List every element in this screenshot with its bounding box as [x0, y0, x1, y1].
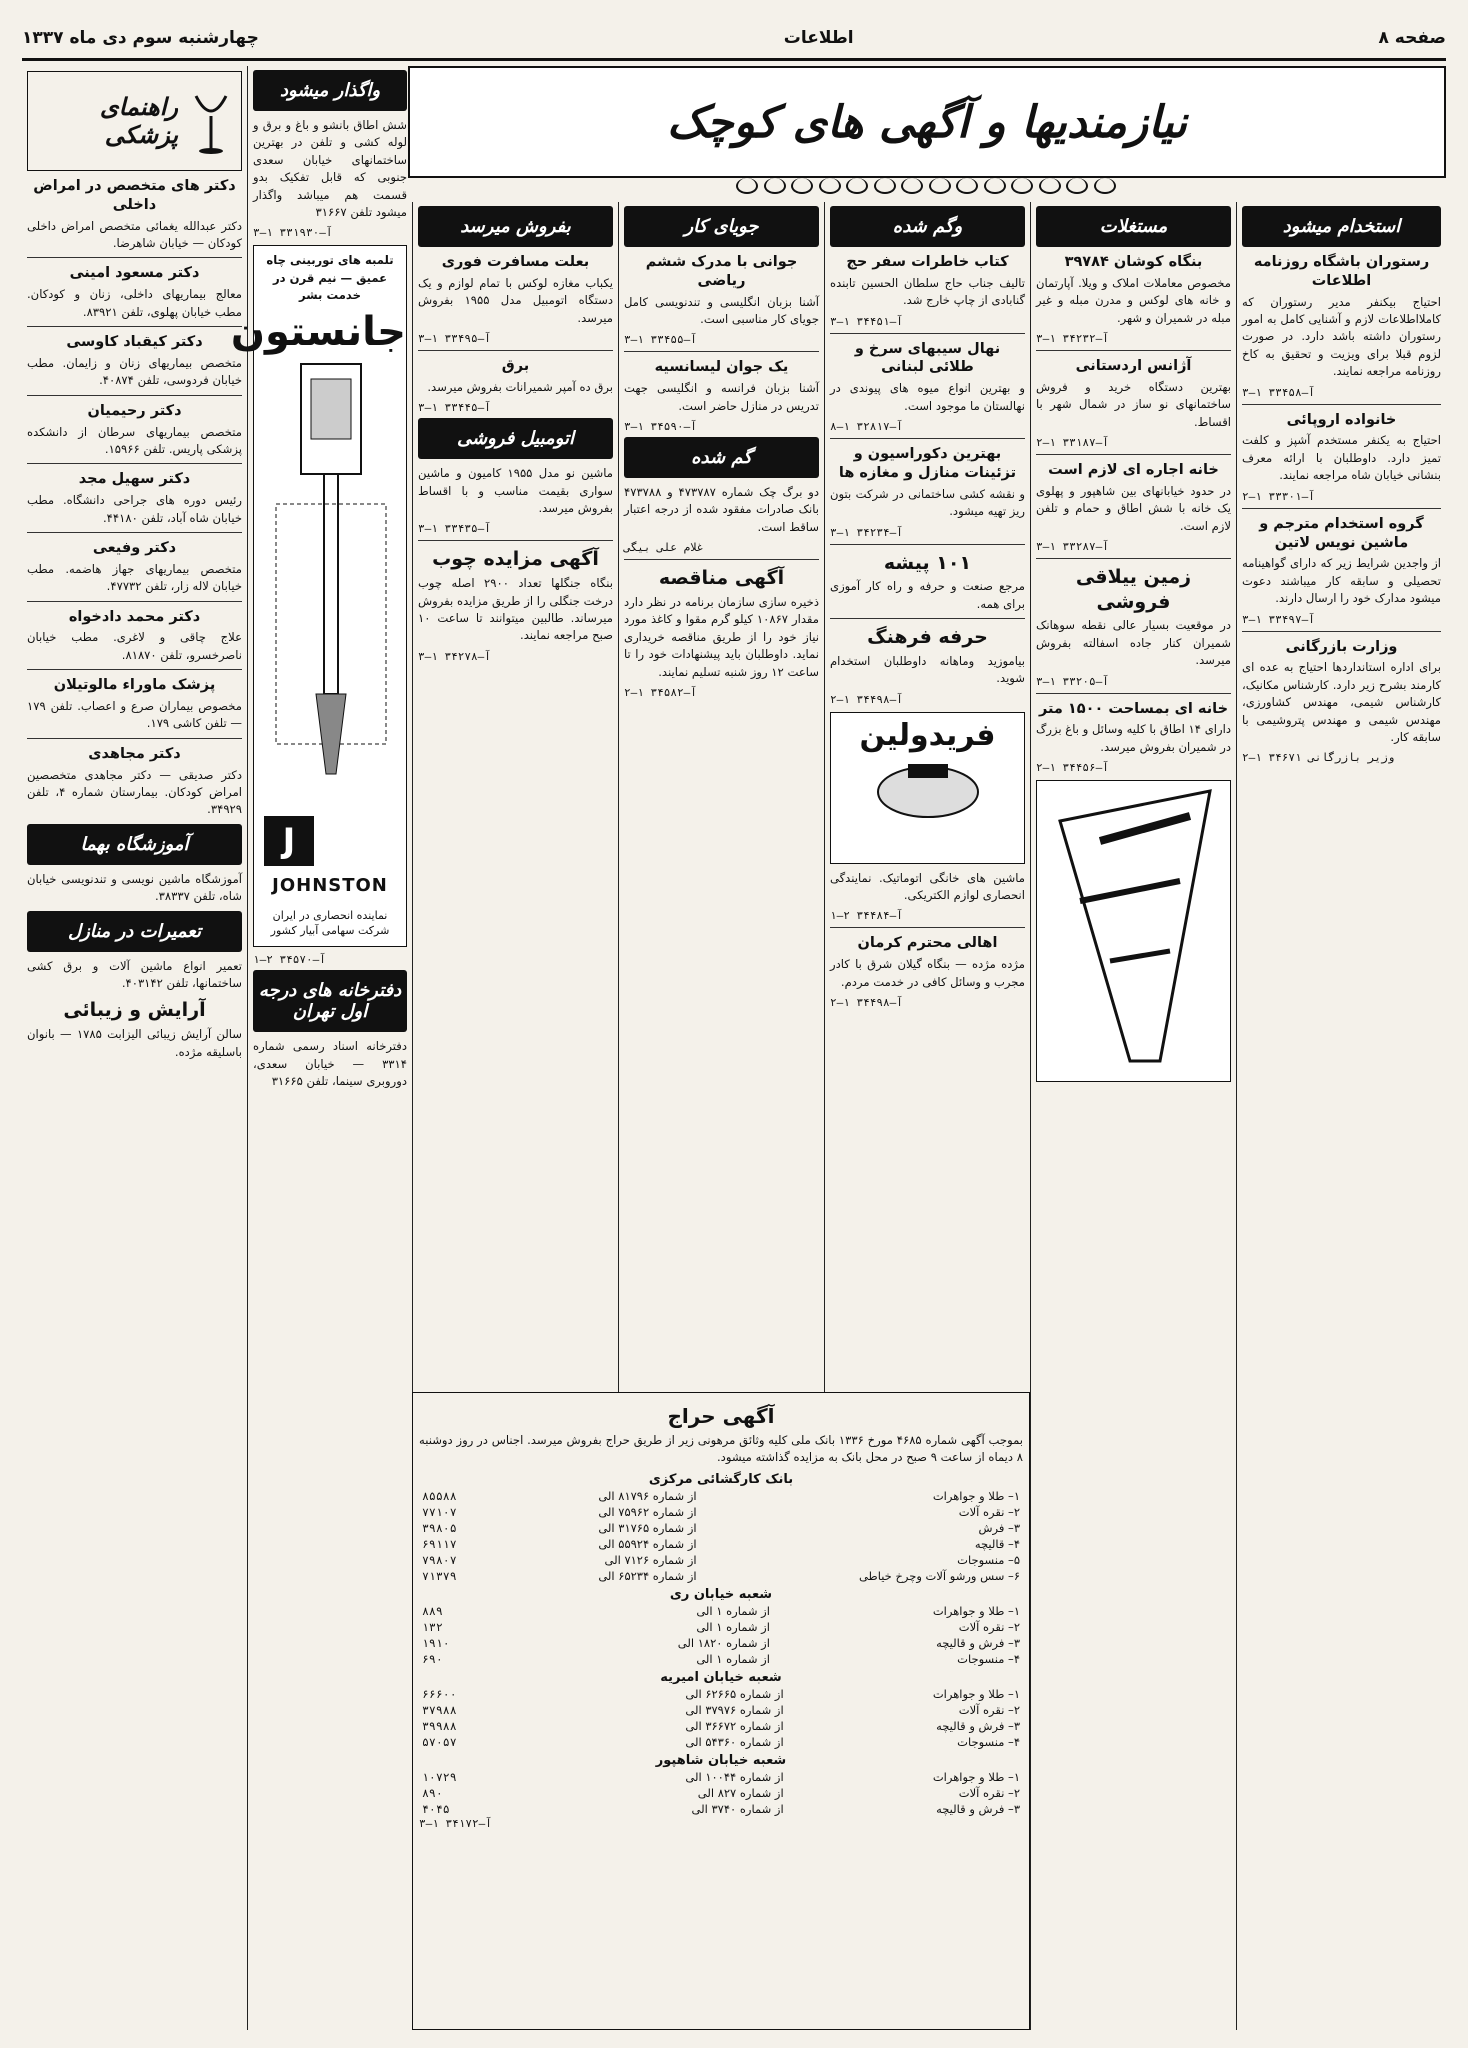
ad-brand-fa: جانستون: [230, 308, 406, 355]
table-row: [419, 1552, 1023, 1568]
auction-sections: [419, 1472, 1023, 1817]
number-cell: ۷۷۱۰۷: [422, 1504, 457, 1519]
repairs-body: تعمیر انواع ماشین آلات و برق کشی ساختمانها، تلفن ۴۰۳۱۴۲.: [27, 958, 242, 991]
medical-guide-logo: [27, 71, 242, 171]
ad-code: آ–۳۴۲۷۸ ۱–۳: [418, 649, 491, 663]
table-row: [419, 1785, 1023, 1801]
school-body: آموزشگاه ماشین نویسی و تندنویسی خیابان شاه، تلفن ۳۸۳۳۷.: [27, 871, 242, 904]
item-cell: ۳– فرش: [978, 1520, 1020, 1535]
paper-name: اطلاعات: [783, 28, 854, 48]
doctor-body: معالج بیماریهای داخلی، زنان و کودکان. مطب خیابان پهلوی، تلفن ۸۳۹۲۱.: [27, 287, 242, 319]
table-row: [419, 1504, 1023, 1520]
doctor-title: دکتر های متخصص در امراض داخلی: [33, 178, 236, 213]
logo-text: راهنمای پزشکی: [99, 93, 178, 149]
ad-body: بیاموزید وماهانه داوطلبان استخدام شوید.: [830, 653, 1025, 686]
ad-brand-en: JOHNSTON: [272, 875, 388, 897]
doctor-body: متخصص بیماریهای زنان و زایمان. مطب خیابان فردوسی، تلفن ۴۰۸۷۴.: [27, 355, 242, 388]
ad-body: برای اداره استانداردها احتیاج به عده ای کارمند بشرح زیر دارد. کارشناس مکانیک، کارشناس شیمی، مهندس کشاورزی، مهندس شیمی و مهندس پتروشیمی با سابقه کار.: [1242, 660, 1441, 744]
range-cell: از شماره ۳۷۹۷۶ الی: [685, 1702, 784, 1717]
range-cell: از شماره ۶۲۶۶۵ الی: [685, 1686, 784, 1701]
ad-body: یکباب مغازه لوکس با تمام لوازم و یک دستگاه اتومبیل مدل ۱۹۵۵ بفروش میرسد.: [418, 275, 613, 325]
table-row: [419, 1686, 1023, 1702]
ad-title: آژانس اردستانی: [1075, 358, 1192, 375]
ad-code: آ–۳۴۵۸۲ ۱–۲: [624, 685, 697, 699]
number-cell: ۱۰۷۲۹: [422, 1769, 457, 1784]
ad-body: برق ده آمپر شمیرانات بفروش میرسد.: [427, 379, 613, 394]
ad-body: و بهترین انواع میوه های پیوندی در نهالستان ما موجود است.: [830, 381, 1025, 413]
section-heading-notary: دفترخانه های درجه اول تهران: [253, 970, 407, 1032]
doctor-body: علاج چاقی و لاغری. مطب خیابان ناصرخسرو، تلفن ۸۱۸۷۰.: [27, 630, 242, 662]
doctor-title: پزشک ماوراء مالوتیلان: [53, 677, 216, 694]
classifieds-banner: [408, 66, 1446, 178]
range-cell: از شماره ۵۵۹۲۴ الی: [598, 1536, 697, 1551]
section-heading-automobiles: اتومبیل فروشی: [418, 418, 613, 459]
item-cell: ۲– نقره آلات: [958, 1504, 1020, 1519]
beauty-body: سالن آرایش زیبائی الیزابت ۱۷۸۵ — بانوان باسلیقه مژده.: [27, 1027, 242, 1059]
ad-body: و نقشه کشی ساختمانی در شرکت بتون ریز تهیه میشود.: [830, 486, 1025, 519]
number-cell: ۱۹۱۰: [422, 1635, 450, 1650]
section-heading-job-seekers: جویای کار: [624, 206, 819, 247]
range-cell: از شماره ۸۱۷۹۶ الی: [598, 1488, 697, 1503]
auction-table: [419, 1488, 1023, 1584]
ad-title: اهالی محترم کرمان: [857, 935, 998, 952]
ad-title: کتاب خاطرات سفر حج: [846, 254, 1009, 270]
column-for-rent: [230, 66, 412, 2030]
item-cell: ۱– طلا و جواهرات: [932, 1769, 1020, 1784]
item-cell: ۳– فرش و قالیچه: [936, 1635, 1020, 1650]
number-cell: ۳۹۹۸۸: [422, 1718, 457, 1733]
doctor-body: رئیس دوره های جراحی دانشگاه. مطب خیابان شاه آباد، تلفن ۴۴۱۸۰.: [27, 493, 242, 525]
ad-body: احتیاج بیکنفر مدیر رستوران که کاملااطلاعات لازم و آشنایی کامل به امور رستوران داشته باشد دارد. در صورت لزوم قبلا برای ویزیت و تحقیق به کاخ روزنامه مراجعه نمایند.: [1242, 294, 1441, 379]
auction-section-title: شعبه خیابان شاهپور: [655, 1752, 787, 1768]
ad-body: مرجع صنعت و حرفه و راه کار آموزی برای همه.: [830, 579, 1025, 611]
section-heading-repairs: تعمیرات در منازل: [27, 911, 242, 952]
ad-body: بنگاه جنگلها تعداد ۲۹۰۰ اصله چوب درخت جنگلی را از طریق مزایده بفروش میرساند. طالبین میتوانند تا ساعت ۱۰ صبح مراجعه نمایند.: [418, 576, 614, 643]
ad-code: آ–۳۳۱۹۳۰ ۱–۳: [253, 226, 333, 240]
doctor-title: دکتر رحیمیان: [87, 402, 182, 419]
section-heading-employment: استخدام میشود: [1242, 206, 1441, 247]
doctor-body: دکتر صدیقی — دکتر مجاهدی متخصصین امراض کودکان. بیمارستان شماره ۴، تلفن ۳۴۹۲۹.: [27, 767, 243, 817]
ad-footer: نماینده انحصاری در ایران شرکت سهامی آبیار کشور: [270, 908, 390, 937]
ad-code: آ–۳۴۴۵۱ ۱–۳: [830, 314, 903, 328]
table-row: [419, 1488, 1023, 1504]
table-row: [419, 1702, 1023, 1718]
ad-code: آ–۳۳۱۸۷ ۱–۲: [1036, 436, 1109, 450]
table-row: [419, 1651, 1023, 1667]
ad-title: رستوران باشگاه روزنامه اطلاعات: [1253, 254, 1430, 289]
doctor-body: دکتر عبدالله یغمائی متخصص امراض داخلی کودکان — خیابان شاهرضا.: [27, 218, 242, 251]
doctor-title: دکتر وفیعی: [92, 539, 177, 556]
ad-body: از واجدین شرایط زیر که دارای گواهینامه تحصیلی و سابقه کار میباشند دعوت میشود مدارک خود را ارسال دارند.: [1242, 556, 1441, 606]
table-row: [419, 1769, 1023, 1785]
auction-table: [419, 1686, 1023, 1750]
ad-title: نهال سیبهای سرخ و طلائی لبنانی: [854, 340, 1001, 376]
item-cell: ۱– طلا و جواهرات: [932, 1603, 1020, 1618]
ad-code: وزیر بازرگانی ۳۴۶۷۱ ۱–۲: [1242, 751, 1395, 765]
johnston-logo-icon: J: [264, 816, 314, 866]
table-row: [419, 1536, 1023, 1552]
range-cell: از شماره ۳۷۴۰ الی: [691, 1801, 784, 1816]
ad-body: آشنا بزبان فرانسه و انگلیسی جهت تدریس در منازل حاضر است.: [624, 381, 819, 413]
auction-notice: [412, 1392, 1030, 2030]
section-heading-school: آموزشگاه بهما: [27, 824, 242, 865]
ad-body: ماشین نو مدل ۱۹۵۵ کامیون و ماشین سواری بقیمت مناسب و با اقساط بفروش میرسد.: [418, 466, 613, 516]
number-cell: ۶۹۰: [422, 1651, 443, 1666]
item-cell: ۶– سس ورشو آلات وچرخ خیاطی: [858, 1568, 1020, 1583]
auction-table: [419, 1603, 1023, 1667]
doctor-title: دکتر کیقباد کاوسی: [66, 334, 203, 351]
number-cell: ۷۱۳۷۹: [422, 1568, 457, 1583]
ad-code: آ–۳۴۵۹۰ ۱–۳: [624, 420, 697, 434]
table-row: [419, 1619, 1023, 1635]
table-row: [419, 1520, 1023, 1536]
ad-title: ۱۰۱ پیشه: [883, 551, 972, 574]
ad-body: ماشین های خانگی اتوماتیک. نمایندگی انحصاری لوازم الکتریکی.: [830, 870, 1025, 902]
ad-body: ذخیره سازی سازمان برنامه در نظر دارد مقدار ۱۰۸۶۷ کیلو گرم مقوا و کاغذ مورد نیاز خود را از طریق مناقصه خریداری نماید. داوطلبان باید پیشنهادات خود را تا ساعت ۱۲ روز شنبه تسلیم نمایند.: [624, 594, 819, 679]
section-heading-for-sale: بفروش میرسد: [418, 206, 613, 247]
ad-title: خانه ای بمساحت ۱۵۰۰ متر: [1038, 700, 1229, 717]
auction-title: آگهی حراج: [667, 1404, 775, 1428]
ad-body: دارای ۱۴ اطاق با کلیه وسائل و باغ بزرگ در شمیران بفروش میرسد.: [1036, 722, 1231, 754]
table-row: [419, 1718, 1023, 1734]
ad-body: مژده مژده — بنگاه گیلان شرق با کادر مجرب و وسائل کافی در خدمت مردم.: [830, 957, 1025, 989]
number-cell: ۵۷۰۵۷: [422, 1734, 457, 1749]
ad-body: در موقعیت بسیار عالی نقطه سوهانک شمیران کنار جاده اسفالته بفروش میرسد.: [1036, 618, 1231, 668]
ad-code: آ–۳۴۲۳۴ ۱–۳: [830, 525, 903, 539]
item-cell: ۳– فرش و قالیچه: [936, 1801, 1020, 1816]
ad-code: آ–۳۳۲۸۷ ۱–۳: [1036, 540, 1109, 554]
section-heading-real-estate: مستغلات: [1036, 206, 1231, 247]
newspaper-page: [22, 18, 1446, 2030]
item-cell: ۲– نقره آلات: [958, 1785, 1020, 1800]
range-cell: از شماره ۱۸۲۰ الی: [677, 1635, 770, 1650]
section-heading-lost: وگم شده: [830, 206, 1025, 247]
range-cell: از شماره ۱۰۰۴۴ الی: [685, 1769, 784, 1784]
ad-title: گروه استخدام مترجم و ماشین نویس لاتین: [1259, 515, 1424, 551]
ad-title: بهترین دکوراسیون و تزئینات منازل و مغازه ها: [838, 446, 1017, 481]
range-cell: از شماره ۸۲۷ الی: [697, 1785, 784, 1800]
number-cell: ۸۸۹: [422, 1603, 443, 1618]
doctor-title: دکتر مسعود امینی: [69, 265, 200, 282]
johnston-pump-ad: [230, 245, 407, 947]
range-cell: از شماره ۱ الی: [696, 1603, 770, 1618]
item-cell: ۱– طلا و جواهرات: [932, 1686, 1020, 1701]
ad-title: جوانی با مدرک ششم ریاضی: [645, 254, 798, 289]
ad-title: آگهی مناقصه: [658, 567, 785, 590]
number-cell: ۸۹۰: [422, 1785, 443, 1800]
ad-title: بعلت مسافرت فوری: [441, 254, 590, 270]
item-cell: ۴– منسوجات: [957, 1651, 1020, 1666]
ad-code: آ–۳۳۴۹۵ ۱–۳: [418, 332, 491, 346]
ad-title: بنگاه کوشان ۳۹۷۸۴: [1064, 254, 1203, 270]
page-number: صفحه ۸: [1378, 28, 1446, 48]
product-ad-fridolin: [830, 712, 1025, 864]
column-real-estate: [1030, 202, 1236, 2030]
item-cell: ۱– طلا و جواهرات: [932, 1488, 1020, 1503]
table-row: [419, 1734, 1023, 1750]
ad-body: مخصوص معاملات املاک و ویلا. آپارتمان و خانه های لوکس و مدرن مبله و غیر مبله در شمیران و شهر.: [1036, 275, 1231, 325]
ad-code: آ–۳۴۵۷۰ ۲–۱: [253, 953, 326, 967]
beauty-title: آرایش و زیبائی: [63, 999, 206, 1022]
ad-title: خانه اجاره ای لازم است: [1048, 462, 1219, 479]
item-cell: ۵– منسوجات: [957, 1552, 1020, 1567]
auction-section-title: شعبه خیابان ری: [669, 1586, 773, 1602]
auction-code: آ–۳۴۱۷۲ ۱–۳: [419, 1816, 492, 1830]
artistic-ad: [1036, 780, 1231, 1082]
ad-code: آ–۳۳۲۰۵ ۱–۳: [1036, 674, 1109, 688]
doctor-body: متخصص بیماریهای سرطان از دانشکده پزشکی پاریس. تلفن ۱۵۹۶۶.: [27, 424, 242, 456]
ad-code: آ–۳۲۸۱۷ ۱–۸: [830, 420, 903, 434]
ad-title: حرفه فرهنگ: [867, 626, 988, 649]
auction-intro: بموجب آگهی شماره ۴۶۸۵ مورخ ۱۳۳۶ بانک ملی کلیه وثائق مرهونی زیر از طریق حراج بفروش میرسد. اجناس در روز دوشنبه ۸ دیماه از ساعت ۹ صبح در محل بانک به مزایده گذاشته میشود.: [419, 1433, 1023, 1465]
ad-title: وزارت بازرگانی: [1285, 638, 1398, 655]
ad-code: آ–۳۴۴۵۶ ۱–۲: [1036, 761, 1109, 775]
ad-tagline: تلمبه های توربینی چاه عمیق — نیم قرن در خدمت بشر: [266, 253, 394, 303]
column-medical-guide: [22, 66, 247, 2030]
table-row: [419, 1568, 1023, 1584]
ad-title: آگهی مزایده چوب: [432, 548, 599, 571]
issue-date: چهارشنبه سوم دی ماه ۱۳۳۷: [22, 28, 259, 48]
pump-drawing: [256, 354, 406, 794]
number-cell: ۸۵۵۸۸: [422, 1488, 457, 1503]
range-cell: از شماره ۱ الی: [696, 1651, 770, 1666]
doctor-title: دکتر مجاهدی: [88, 745, 181, 762]
doctor-title: دکتر سهیل مجد: [78, 471, 191, 488]
auction-table: [419, 1769, 1023, 1817]
section-heading-for-rent: واگذار میشود: [253, 70, 407, 111]
section-heading-lost-item: گم شده: [624, 437, 819, 478]
number-cell: ۱۳۲: [422, 1619, 443, 1634]
range-cell: از شماره ۷۵۹۶۲ الی: [598, 1504, 697, 1519]
ad-code: آ–۳۴۴۹۸ ۱–۲: [830, 692, 903, 706]
table-row: [419, 1801, 1023, 1817]
ad-body: دو برگ چک شماره ۴۷۳۷۸۷ و ۴۷۳۷۸۸ بانک صادرات مفقود شده از درجه اعتبار ساقط است.: [624, 485, 819, 534]
range-cell: از شماره ۱ الی: [696, 1619, 770, 1634]
caduceus-icon: [186, 86, 236, 156]
ad-code: آ–۳۴۲۳۲ ۱–۳: [1036, 332, 1109, 346]
ad-body: احتیاج به یکنفر مستخدم آشپز و کلفت تمیز دارد. داوطلبان با ارائه معرف بنشانی خیابان شاه مراجعه نمایند.: [1242, 433, 1441, 483]
item-cell: ۴– منسوجات: [957, 1734, 1020, 1749]
range-cell: از شماره ۶۵۲۳۴ الی: [598, 1568, 697, 1583]
ad-code: غلام علی بیگی: [624, 541, 704, 555]
range-cell: از شماره ۵۴۳۶۰ الی: [685, 1734, 784, 1749]
ad-title: برق: [501, 358, 530, 375]
number-cell: ۳۹۸۰۵: [422, 1520, 457, 1535]
ad-body: در حدود خیابانهای بین شاهپور و پهلوی یک خانه با شش اطاق و حمام و تلفن لازم است.: [1036, 483, 1231, 533]
banner-title: نیازمندیها و آگهی های کوچک: [667, 96, 1188, 148]
ad-code: آ–۳۳۴۴۵ ۱–۳: [418, 401, 491, 415]
banner-ornament: [736, 178, 1116, 196]
item-cell: ۲– نقره آلات: [958, 1702, 1020, 1717]
ad-body: شش اطاق بانشو و باغ و برق و لوله کشی و تلفن در بهترین ساختمانهای خیابان سعدی جنوبی که قابل تفکیک بدو قسمت هم میباشد واگذار میشود تلفن ۳۱۶۶۷: [253, 118, 407, 219]
number-cell: ۶۶۶۰۰: [422, 1686, 457, 1701]
appliance-drawing: [868, 752, 988, 822]
doctor-body: مخصوص بیماران صرع و اعصاب. تلفن ۱۷۹ — تلفن کاشی ۱۷۹.: [27, 699, 242, 731]
ad-code: آ–۳۳۴۹۷ ۱–۳: [1242, 612, 1315, 626]
range-cell: از شماره ۷۱۲۶ الی: [604, 1552, 697, 1567]
lettering-drawing: [1040, 781, 1230, 1081]
page-header: [22, 18, 1446, 61]
ad-code: آ–۳۳۴۳۵ ۱–۳: [418, 522, 491, 536]
ad-body: تالیف جناب حاج سلطان الحسین تابنده گنابادی از چاپ خارج شد.: [830, 275, 1025, 308]
auction-section-title: بانک کارگشائی مرکزی: [648, 1471, 794, 1487]
product-brand: فریدولین: [859, 717, 996, 753]
number-cell: ۷۹۸۰۷: [422, 1552, 457, 1567]
range-cell: از شماره ۳۱۷۶۵ الی: [598, 1520, 697, 1535]
table-row: [419, 1603, 1023, 1619]
ad-title: یک جوان لیسانسیه: [654, 359, 789, 376]
ad-code: آ–۳۳۳۰۱ ۱–۲: [1242, 489, 1315, 503]
number-cell: ۶۹۱۱۷: [422, 1536, 457, 1551]
ad-code: آ–۳۴۴۸۴ ۲–۱: [830, 909, 903, 923]
auction-section-title: شعبه خیابان امیریه: [660, 1669, 782, 1685]
ad-title: خانواده اروپائی: [1286, 411, 1397, 428]
ad-body: دفترخانه اسناد رسمی شماره ۳۳۱۴ — خیابان سعدی، دوروبری سینما، تلفن ۳۱۶۶۵: [253, 1039, 407, 1089]
item-cell: ۲– نقره آلات: [958, 1619, 1020, 1634]
ad-title: زمین ییلاقی فروشی: [1075, 566, 1192, 613]
ad-code: آ–۳۳۴۵۵ ۱–۳: [624, 333, 697, 347]
doctor-title: دکتر محمد دادخواه: [68, 608, 201, 625]
ad-body: آشنا بزبان انگلیسی و تندنویسی کامل جویای کار مناسبی است.: [624, 294, 819, 327]
ad-body: بهترین دستگاه خرید و فروش ساختمانهای نو ساز در شمال شهر با اقساط.: [1036, 379, 1231, 429]
number-cell: ۴۰۴۵: [422, 1801, 450, 1816]
ad-code: آ–۳۳۴۵۸ ۱–۳: [1242, 385, 1315, 399]
item-cell: ۴– قالیچه: [974, 1536, 1020, 1551]
item-cell: ۳– فرش و قالیچه: [936, 1718, 1020, 1733]
number-cell: ۳۷۹۸۸: [422, 1702, 457, 1717]
range-cell: از شماره ۳۶۶۷۲ الی: [685, 1718, 784, 1733]
doctor-body: متخصص بیماریهای جهاز هاضمه. مطب خیابان لاله زار، تلفن ۴۷۷۳۲.: [27, 561, 242, 594]
column-employment: [1236, 202, 1446, 2030]
ad-code: آ–۳۴۴۹۸ ۱–۲: [830, 995, 903, 1009]
table-row: [419, 1635, 1023, 1651]
